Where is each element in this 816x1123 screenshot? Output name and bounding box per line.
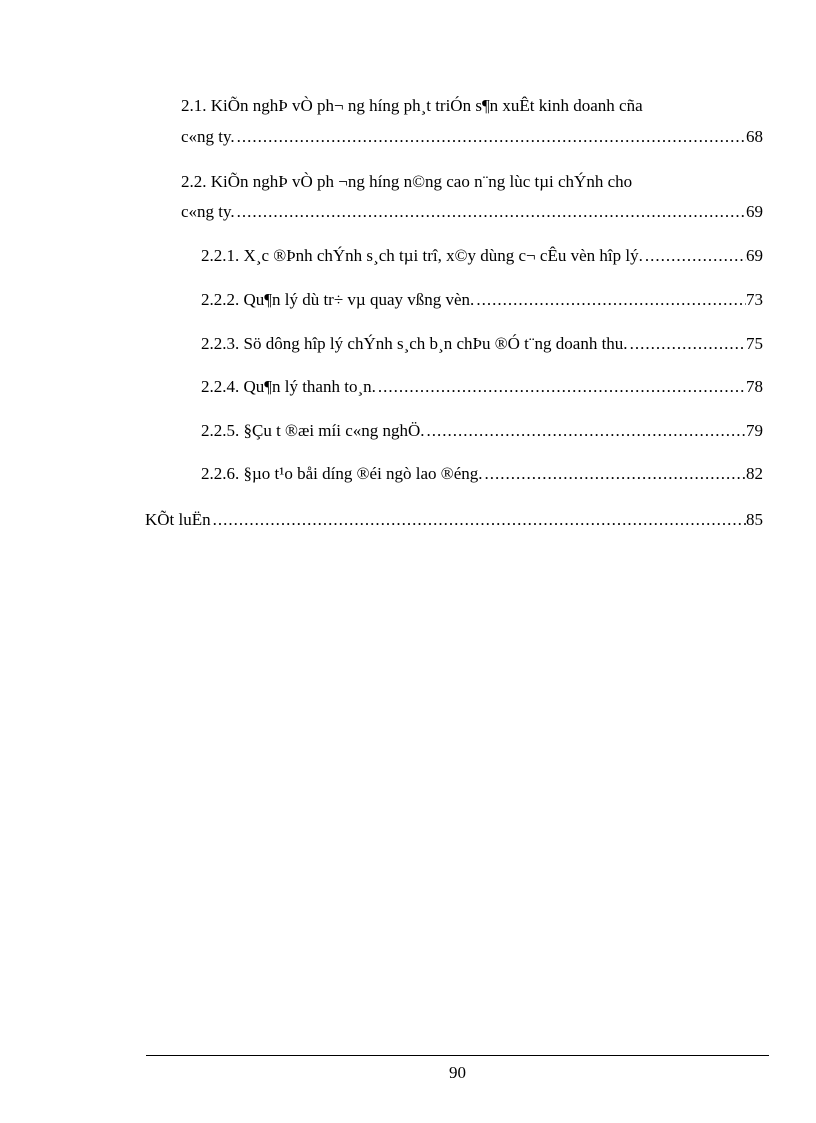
toc-item-2-2-3[interactable]	[201, 334, 763, 354]
dot-leader	[485, 464, 746, 484]
toc-page-number: 85	[746, 510, 763, 529]
toc-entry-2-1-continuation: c«ng ty.	[181, 127, 235, 146]
toc-page-number: 73	[746, 290, 763, 309]
toc-item-label: 2.2.5. §Çu t ®æi míi c«ng nghÖ.	[201, 421, 425, 440]
toc-item-label: 2.2.4. Qu¶n lý thanh to¸n.	[201, 377, 376, 396]
toc-item-2-2-5[interactable]	[201, 421, 763, 441]
toc-page-number: 79	[746, 421, 763, 440]
toc-page-number: 78	[746, 377, 763, 396]
dot-leader	[378, 377, 746, 397]
toc-entry-2-1-line2[interactable]	[181, 127, 763, 147]
toc-conclusion-label: KÕt luËn	[145, 510, 211, 529]
dot-leader	[630, 334, 746, 354]
toc-entry-2-2-line1	[181, 172, 761, 192]
toc-entry-2-2-continuation: c«ng ty.	[181, 202, 235, 221]
toc-item-2-2-6[interactable]	[201, 464, 763, 484]
toc-entry-2-2-line2[interactable]	[181, 202, 763, 222]
dot-leader	[645, 246, 746, 266]
toc-entry-2-2-heading: 2.2. KiÕn nghÞ vÒ ph ¬ng híng n©ng cao n¨ng lùc tµi chÝnh cho	[181, 172, 633, 191]
dot-leader	[476, 290, 746, 310]
toc-conclusion[interactable]	[145, 510, 763, 530]
toc-page-number: 75	[746, 334, 763, 353]
toc-page-number: 68	[746, 127, 763, 146]
toc-page-number: 69	[746, 246, 763, 265]
toc-item-label: 2.2.1. X¸c ®Þnh chÝnh s¸ch tµi trî, x©y dùng c¬ cÊu vèn hîp lý.	[201, 246, 643, 265]
toc-page-number: 82	[746, 464, 763, 483]
toc-item-label: 2.2.2. Qu¶n lý dù tr÷ vµ quay vßng vèn.	[201, 290, 475, 309]
toc-entry-2-1-heading: 2.1. KiÕn nghÞ vÒ ph¬ ng híng ph¸t triÓn s¶n xuÊt kinh doanh cña	[181, 96, 643, 115]
toc-item-label: 2.2.6. §µo t¹o båi díng ®éi ngò lao ®éng.	[201, 464, 483, 483]
dot-leader	[213, 510, 746, 530]
toc-item-label: 2.2.3. Sö dông hîp lý chÝnh s¸ch b¸n chÞu ®Ó t¨ng doanh thu.	[201, 334, 628, 353]
dot-leader	[237, 202, 746, 222]
toc-item-2-2-1[interactable]	[201, 246, 763, 266]
toc-item-2-2-2[interactable]	[201, 290, 763, 310]
dot-leader	[427, 421, 746, 441]
dot-leader	[237, 127, 746, 147]
footer-divider	[146, 1055, 769, 1056]
toc-item-2-2-4[interactable]	[201, 377, 763, 397]
footer-page-number: 90	[449, 1063, 466, 1082]
toc-page-number: 69	[746, 202, 763, 221]
toc-entry-2-1-line1	[181, 96, 761, 116]
